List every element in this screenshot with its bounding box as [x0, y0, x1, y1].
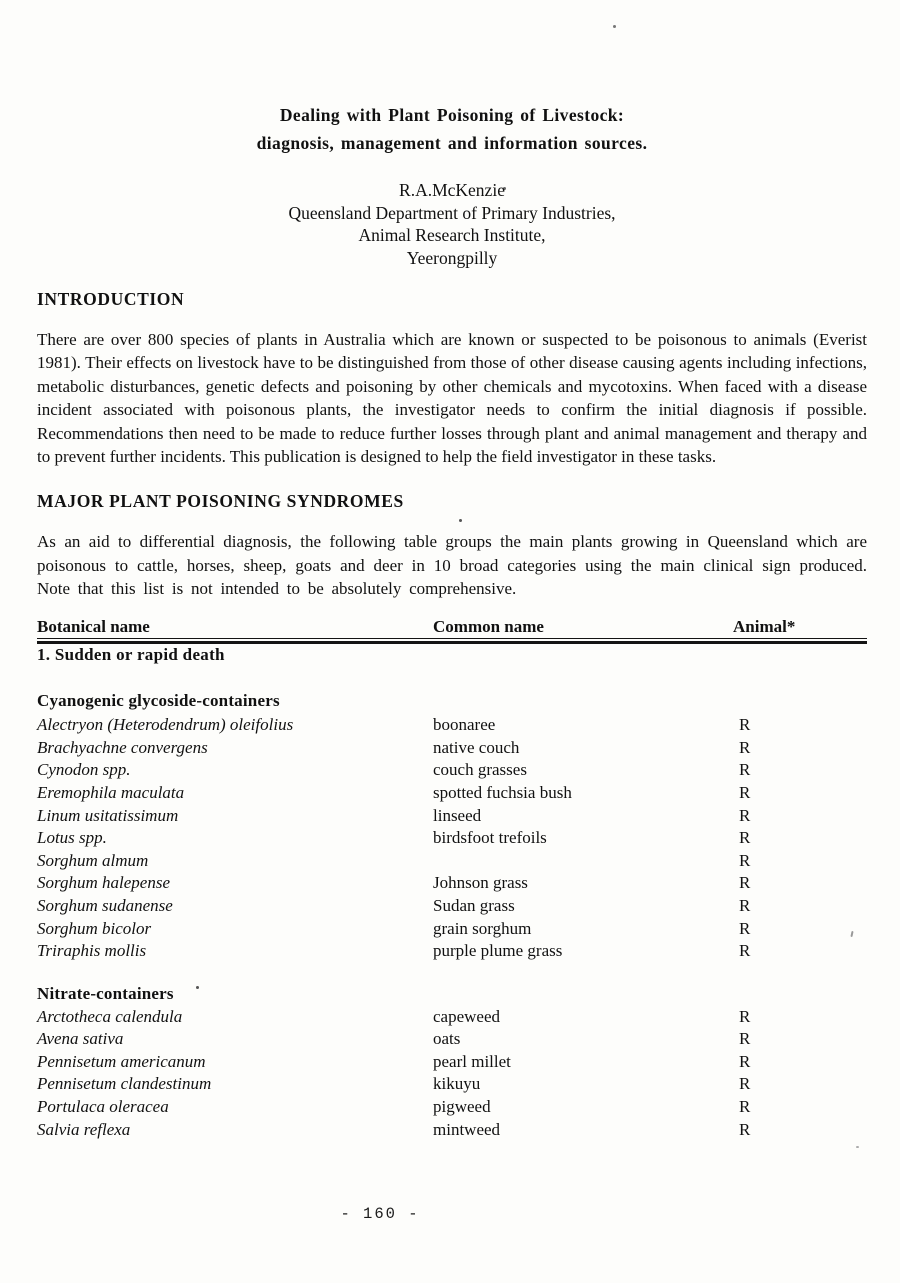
botanical-name-cell: Lotus spp. [37, 828, 107, 848]
botanical-name-cell: Sorghum bicolor [37, 918, 152, 938]
animal-cell: R [739, 1097, 751, 1117]
table-row [37, 759, 867, 782]
common-name-cell: Johnson grass [433, 873, 528, 893]
animal-cell: R [739, 918, 751, 938]
botanical-name-cell: Linum usitatissimum [37, 805, 179, 825]
table-row [37, 1073, 867, 1096]
botanical-name-cell: Pennisetum americanum [37, 1051, 206, 1071]
syndromes-paragraph: As an aid to differential diagnosis, the following table groups the main plants growing in Queensland which are poisonous to cattle, horses, sheep, goats and deer in 10 broad categories using the main clinical sign produced. Note that this list is not intended to be absolutely comprehensive. [37, 532, 867, 599]
paper-title-line1: Dealing with Plant Poisoning of Livestock: [279, 105, 625, 125]
table-row [37, 714, 867, 737]
table-row [37, 805, 867, 828]
table-row [37, 918, 867, 941]
animal-cell: R [739, 895, 751, 915]
botanical-name-cell: Brachyachne convergens [37, 737, 208, 757]
common-name-cell: purple plume grass [433, 941, 563, 961]
common-name-cell: couch grasses [433, 760, 527, 780]
botanical-name-cell: Eremophila maculata [37, 782, 185, 802]
animal-cell: R [739, 873, 751, 893]
paper-title [37, 101, 867, 157]
table-row [37, 1028, 867, 1051]
table-group [37, 984, 867, 1142]
common-name-cell: native couch [433, 737, 520, 757]
animal-cell: R [739, 1051, 751, 1071]
common-name-cell: boonaree [433, 715, 496, 735]
botanical-name-cell: Avena sativa [37, 1029, 124, 1049]
table-header-rule [37, 641, 867, 645]
animal-cell: R [739, 850, 751, 870]
botanical-name-cell: Sorghum sudanense [37, 895, 173, 915]
table-row [37, 940, 867, 963]
page-number: - 160 - [340, 1205, 420, 1223]
table-group [37, 691, 867, 963]
animal-cell: R [739, 715, 751, 735]
common-name-cell: capeweed [433, 1006, 501, 1026]
animal-cell: R [739, 805, 751, 825]
animal-cell: R [739, 941, 751, 961]
table-row [37, 1119, 867, 1142]
page-content [37, 0, 867, 1141]
table-header-row [37, 617, 867, 639]
paper-title-line2: diagnosis, management and information sources. [256, 133, 648, 153]
common-name-cell: kikuyu [433, 1074, 481, 1094]
botanical-name-cell: Alectryon (Heterodendrum) oleifolius [37, 715, 294, 735]
affiliation-line: Yeerongpilly [406, 247, 498, 268]
animal-cell: R [739, 1119, 751, 1139]
section-heading-syndromes: MAJOR PLANT POISONING SYNDROMES [37, 491, 404, 512]
table-category-heading: 1. Sudden or rapid death [37, 645, 225, 665]
table-subheading: Cyanogenic glycoside-containers [37, 691, 280, 711]
botanical-name-cell: Triraphis mollis [37, 941, 147, 961]
table-row [37, 895, 867, 918]
animal-cell: R [739, 1006, 751, 1026]
common-name-cell: linseed [433, 805, 482, 825]
common-name-cell: spotted fuchsia bush [433, 782, 572, 802]
affiliation-line: Animal Research Institute, [358, 225, 546, 245]
table-row [37, 1096, 867, 1119]
animal-cell: R [739, 782, 751, 802]
table-row [37, 1051, 867, 1074]
botanical-name-cell: Sorghum almum [37, 850, 149, 870]
table-subheading: Nitrate-containers [37, 983, 174, 1003]
introduction-paragraph: There are over 800 species of plants in Australia which are known or suspected to be poisonous to animals (Everist 1981). Their effects on livestock have to be distinguished from those of other disease causing agents including infections, metabolic disturbances, genetic defects and poisoning by other chemicals and mycotoxins. When faced with a disease incident associated with poisonous plants, the investigator needs to confirm the initial diagnosis if possible. Recommendations then need to be made to reduce further losses through plant and animal management and therapy and to prevent further incidents. This publication is designed to help the field investigator in these tasks. [37, 330, 867, 467]
botanical-name-cell: Arctotheca calendula [37, 1006, 183, 1026]
animal-cell: R [739, 1074, 751, 1094]
table-row [37, 872, 867, 895]
common-name-cell: pearl millet [433, 1051, 511, 1071]
author-name: R.A.McKenzie [399, 180, 505, 200]
animal-cell: R [739, 828, 751, 848]
scan-artifact [856, 1146, 859, 1148]
animal-cell: R [739, 737, 751, 757]
table-row [37, 1006, 867, 1029]
botanical-name-cell: Cynodon spp. [37, 760, 131, 780]
common-name-cell: grain sorghum [433, 918, 532, 938]
author-block [37, 179, 867, 269]
botanical-name-cell: Sorghum halepense [37, 873, 170, 893]
common-name-cell: birdsfoot trefoils [433, 828, 547, 848]
column-header-common: Common name [433, 616, 544, 636]
common-name-cell: mintweed [433, 1119, 501, 1139]
plant-table [37, 617, 867, 1142]
common-name-cell [433, 850, 733, 873]
table-row [37, 850, 867, 873]
botanical-name-cell: Pennisetum clandestinum [37, 1074, 212, 1094]
column-header-animal: Animal* [733, 616, 796, 636]
botanical-name-cell: Salvia reflexa [37, 1119, 131, 1139]
botanical-name-cell: Portulaca oleracea [37, 1097, 169, 1117]
table-row [37, 782, 867, 805]
common-name-cell: Sudan grass [433, 895, 515, 915]
column-header-botanical: Botanical name [37, 616, 150, 636]
table-body [37, 691, 867, 1141]
animal-cell: R [739, 760, 751, 780]
common-name-cell: pigweed [433, 1097, 491, 1117]
affiliation-line: Queensland Department of Primary Industries, [288, 202, 616, 223]
section-heading-introduction: INTRODUCTION [37, 289, 185, 309]
table-row [37, 737, 867, 760]
common-name-cell: oats [433, 1029, 461, 1049]
animal-cell: R [739, 1029, 751, 1049]
table-row [37, 827, 867, 850]
